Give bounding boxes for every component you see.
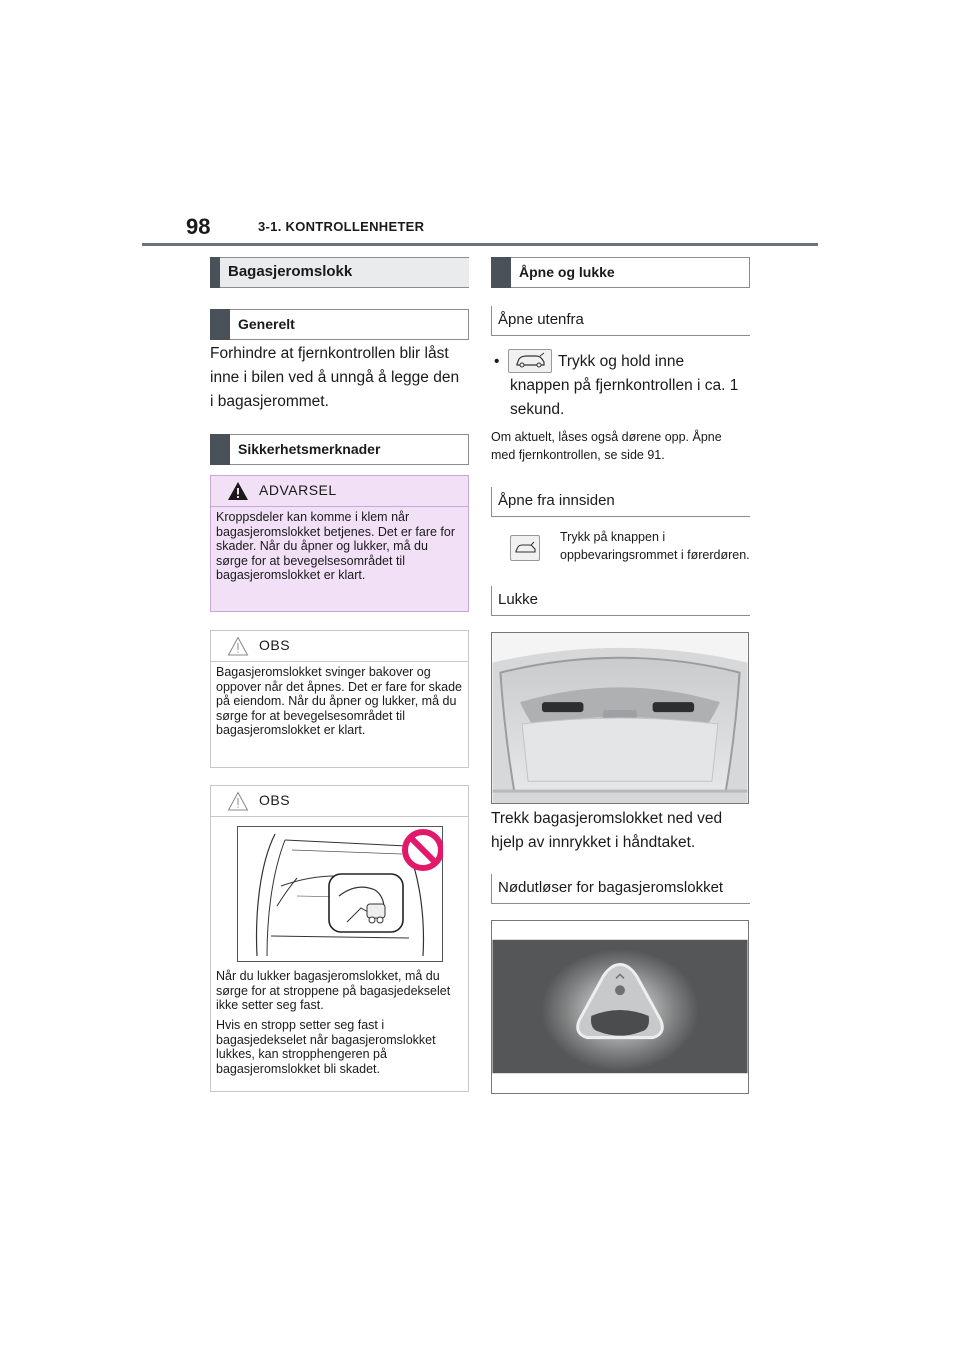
caution-icon xyxy=(227,636,249,656)
heading-generelt xyxy=(210,309,469,340)
bullet-marker: • xyxy=(494,353,500,370)
heading-apne-og-lukke xyxy=(491,257,750,288)
emergency-release-image xyxy=(491,920,749,1094)
heading-text: Åpne fra innsiden xyxy=(498,492,615,509)
heading-text: Nødutløser for bagasjeromslokket xyxy=(498,879,724,896)
heading-apne-fra-innsiden xyxy=(491,487,750,517)
notice-box-1 xyxy=(210,630,469,768)
notice-label: OBS xyxy=(259,637,291,653)
warning-icon xyxy=(227,481,249,501)
heading-apne-utenfra xyxy=(491,306,750,336)
trunk-door-button-icon xyxy=(510,535,540,561)
caution-icon xyxy=(227,791,249,811)
warning-box xyxy=(210,475,469,612)
section-title: 3-1. KONTROLLENHETER xyxy=(258,219,425,234)
page-number: 98 xyxy=(186,214,211,239)
open-inside-text: Trykk på knappen i oppbevaringsrommet i førerdøren. xyxy=(560,530,750,562)
notice-text: Bagasjeromslokket svinger bakover og oppover når det åpnes. Det er fare for skade på eiendom. Når du åpner og lukker, må du sørge for at bevegelsesområdet til bagasjeromslokket er klart. xyxy=(216,665,462,737)
warning-label: ADVARSEL xyxy=(259,482,337,498)
heading-sikkerhetsmerknader xyxy=(210,434,469,465)
open-outside-text: Trykk og hold inne knappen på fjernkontrollen i ca. 1 sekund. xyxy=(510,353,739,418)
heading-text: Sikkerhetsmerknader xyxy=(238,441,381,457)
notice-text-2: Hvis en stropp setter seg fast i bagasjedekselet når bagasjeromslokket lukkes, kan stropphengeren på bagasjeromslokket bli skadet. xyxy=(216,1018,436,1076)
heading-text: Generelt xyxy=(238,316,295,332)
notice-label: OBS xyxy=(259,792,291,808)
close-text: Trekk bagasjeromslokket ned ved hjelp av innrykket i håndtaket. xyxy=(491,810,723,851)
warning-text: Kroppsdeler kan komme i klem når bagasjeromslokket betjenes. Det er fare for skader. Når du åpner og lukker, må du sørge for at bevegelsesområdet til bagasjeromslokket er klart. xyxy=(216,510,456,582)
general-paragraph: Forhindre at fjernkontrollen blir låst inne i bilen ved å unngå å legge den i bagasjerommet. xyxy=(210,345,460,410)
open-outside-note: Om aktuelt, låses også dørene opp. Åpne med fjernkontrollen, se side 91. xyxy=(491,430,722,462)
heading-text: Lukke xyxy=(498,591,539,608)
heading-lukke xyxy=(491,586,750,616)
heading-text: Åpne utenfra xyxy=(498,311,584,328)
heading-text: Åpne og lukke xyxy=(519,264,615,280)
trunk-strap-illustration xyxy=(237,826,443,962)
prohibited-icon xyxy=(405,832,441,868)
header-rule xyxy=(142,243,818,246)
notice-box-2 xyxy=(210,785,469,1092)
heading-bagasjeromslokk xyxy=(210,257,469,288)
heading-text: Bagasjeromslokk xyxy=(228,263,353,280)
notice-text-1: Når du lukker bagasjeromslokket, må du sørge for at stroppene på bagasjedekselet ikke setter seg fast. xyxy=(216,969,451,1012)
trunk-lid-image xyxy=(491,632,749,804)
heading-nodutloser xyxy=(491,874,750,904)
